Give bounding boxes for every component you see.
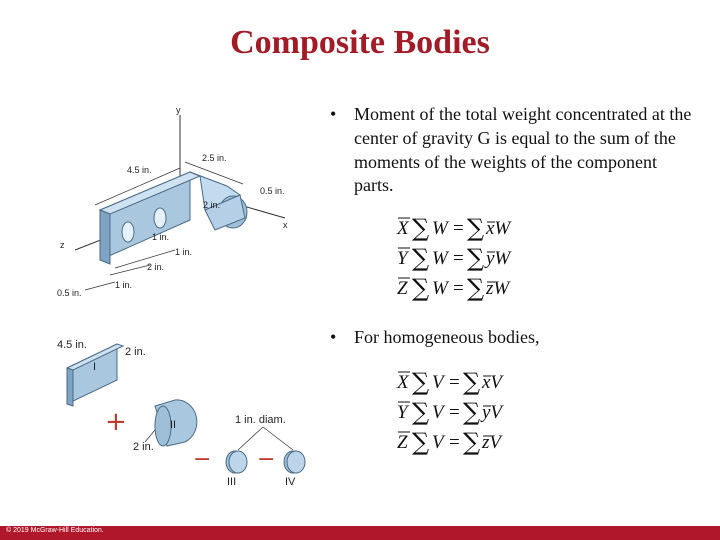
- minus-sign-2: −: [257, 447, 276, 472]
- bullet-homogeneous: [330, 326, 699, 350]
- footer-bar: [0, 526, 720, 540]
- bullet-moment-text: Moment of the total weight concentrated at the center of gravity G is equal to the sum of the moments of the weights of the component parts.: [354, 104, 692, 196]
- sum-symbol: ∑: [412, 368, 430, 396]
- eq-mid: V: [432, 372, 444, 393]
- part-ii-label: II: [170, 419, 177, 431]
- eq-mid: V: [432, 432, 444, 453]
- eq-row-z-weight: [397, 274, 511, 302]
- dim-2-part-ii: 2 in.: [133, 441, 154, 453]
- dim-2-in-radius: 2 in.: [203, 200, 221, 210]
- eq-row-y-volume: [397, 398, 504, 426]
- dim-1-in-hole: 1 in.: [152, 232, 170, 242]
- axis-y-label: y: [176, 105, 181, 115]
- sum-symbol: ∑: [467, 214, 485, 242]
- equals-sign: =: [449, 432, 460, 453]
- eq-lhs: X: [397, 218, 409, 239]
- sum-symbol: ∑: [463, 428, 481, 456]
- eq-lhs: Y: [397, 402, 408, 423]
- sum-symbol: ∑: [463, 398, 481, 426]
- eq-rhs: yW: [486, 248, 511, 269]
- dim-0-5-bottom: 0.5 in.: [57, 288, 82, 298]
- eq-mid: V: [432, 402, 444, 423]
- eq-row-x-weight: [396, 214, 512, 242]
- plus-sign: +: [105, 407, 127, 437]
- dim-2-part: 2 in.: [125, 346, 146, 358]
- dim-1-in-bottom: 1 in.: [175, 247, 193, 257]
- equals-sign: =: [453, 278, 464, 299]
- eq-mid: W: [432, 278, 448, 299]
- part-iii-label: III: [227, 476, 237, 488]
- decomposition-figure: [55, 330, 320, 490]
- sum-symbol: ∑: [467, 244, 485, 272]
- diam-label: 1 in. diam.: [235, 414, 286, 426]
- equals-sign: =: [449, 372, 460, 393]
- eq-rhs: zV: [482, 432, 501, 453]
- eq-rhs: xW: [486, 218, 511, 239]
- bullet-moment: [330, 103, 699, 198]
- equals-sign: =: [453, 248, 464, 269]
- sum-symbol: ∑: [412, 244, 430, 272]
- dim-2-5: 2.5 in.: [202, 153, 227, 163]
- eq-row-x-volume: [396, 368, 504, 396]
- copyright-text: © 2019 McGraw-Hill Education.: [6, 527, 104, 534]
- minus-sign-1: −: [193, 447, 212, 472]
- bullet-dot: •: [330, 104, 337, 124]
- eq-lhs: Z: [397, 432, 408, 453]
- dim-4-5: 4.5 in.: [127, 165, 152, 175]
- equals-sign: =: [449, 402, 460, 423]
- dim-0-5-right: 0.5 in.: [260, 186, 285, 196]
- sum-symbol: ∑: [412, 214, 430, 242]
- sum-symbol: ∑: [412, 398, 430, 426]
- weight-equations: [395, 212, 525, 304]
- dim-2-in-bottom: 2 in.: [147, 262, 165, 272]
- equals-sign: =: [453, 218, 464, 239]
- eq-row-y-weight: [397, 244, 512, 272]
- sum-symbol: ∑: [467, 274, 485, 302]
- eq-rhs: xV: [482, 372, 503, 393]
- sum-symbol: ∑: [412, 274, 430, 302]
- bullet-dot: •: [330, 327, 337, 347]
- eq-row-z-volume: [397, 428, 503, 456]
- axis-z-label: z: [60, 240, 65, 250]
- sum-symbol: ∑: [412, 428, 430, 456]
- eq-mid: W: [432, 248, 448, 269]
- eq-lhs: Y: [397, 248, 408, 269]
- part-i-label: I: [93, 361, 97, 373]
- eq-mid: W: [432, 218, 448, 239]
- axis-x-label: x: [283, 220, 288, 230]
- part-iv-label: IV: [285, 476, 296, 488]
- eq-lhs: X: [397, 372, 409, 393]
- eq-rhs: zW: [486, 278, 510, 299]
- eq-lhs: Z: [397, 278, 408, 299]
- eq-rhs: yV: [482, 402, 503, 423]
- bullet-homogeneous-text: For homogeneous bodies,: [354, 327, 540, 347]
- slide-title: Composite Bodies: [230, 24, 490, 61]
- sum-symbol: ∑: [463, 368, 481, 396]
- volume-equations: [395, 366, 525, 458]
- dim-1-in-edge: 1 in.: [115, 280, 133, 290]
- bracket-figure: [55, 100, 305, 300]
- dim-4-5-part: 4.5 in.: [57, 339, 87, 351]
